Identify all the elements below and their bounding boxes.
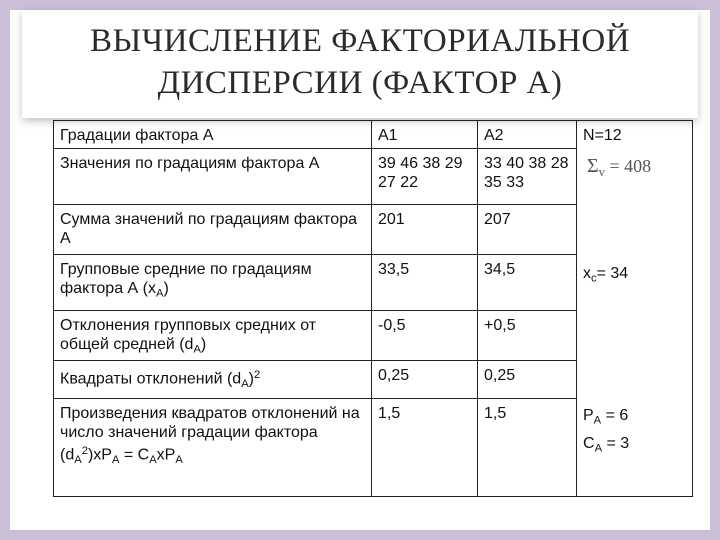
ca-value: $С_А = 3$ <box>583 435 630 455</box>
factor-dispersion-table <box>53 120 693 497</box>
cell-a2-product: 1,5 <box>478 399 577 497</box>
cell-a2-deviation: +0,5 <box>478 311 577 361</box>
cell-a1-product: 1,5 <box>372 399 478 497</box>
cell-a1-squared: 0,25 <box>372 361 478 399</box>
title-line-1: ВЫЧИСЛЕНИЕ ФАКТОРИАЛЬНОЙ <box>89 23 631 59</box>
row-label-products: Произведения квадратов отклонений на число значений градации фактора $(d_А^2)хР_А = С_АхР_А$ <box>54 399 372 497</box>
cell-a1-values: 39 46 38 29 27 22 <box>372 149 478 205</box>
slide-title <box>22 20 698 104</box>
grand-mean: $х_с= 34$ <box>583 264 629 285</box>
cell-a2-mean: 34,5 <box>478 255 577 311</box>
cell-a1-header: А1 <box>372 121 478 149</box>
summary-column <box>577 121 693 497</box>
cell-a2-squared: 0,25 <box>478 361 577 399</box>
row-label-deviations: Отклонения групповых средних от общей средней $(d_А)$ <box>54 311 372 361</box>
row-label-values: Значения по градациям фактора А <box>54 149 372 205</box>
cell-a1-deviation: -0,5 <box>372 311 478 361</box>
title-line-2: ДИСПЕРСИИ (ФАКТОР А) <box>157 65 563 101</box>
cell-a2-header: А2 <box>478 121 577 149</box>
cell-a1-mean: 33,5 <box>372 255 478 311</box>
pa-value: $Р_А = 6$ <box>583 407 629 427</box>
row-label-group-means: Групповые средние по градациям фактора А $(х_А)$ <box>54 255 372 311</box>
table-row <box>54 121 693 149</box>
row-label-squared-deviations: Квадраты отклонений $(d_А)^2$ <box>54 361 372 399</box>
n-total: N=12 <box>583 127 622 144</box>
cell-a2-sum: 207 <box>478 205 577 255</box>
row-label-gradations: Градации фактора А <box>54 121 372 149</box>
row-label-sum: Сумма значений по градациям фактора А <box>54 205 372 255</box>
cell-a2-values: 33 40 38 28 35 33 <box>478 149 577 205</box>
sum-formula: $\Sigma_v = 408$ <box>587 155 652 179</box>
cell-a1-sum: 201 <box>372 205 478 255</box>
